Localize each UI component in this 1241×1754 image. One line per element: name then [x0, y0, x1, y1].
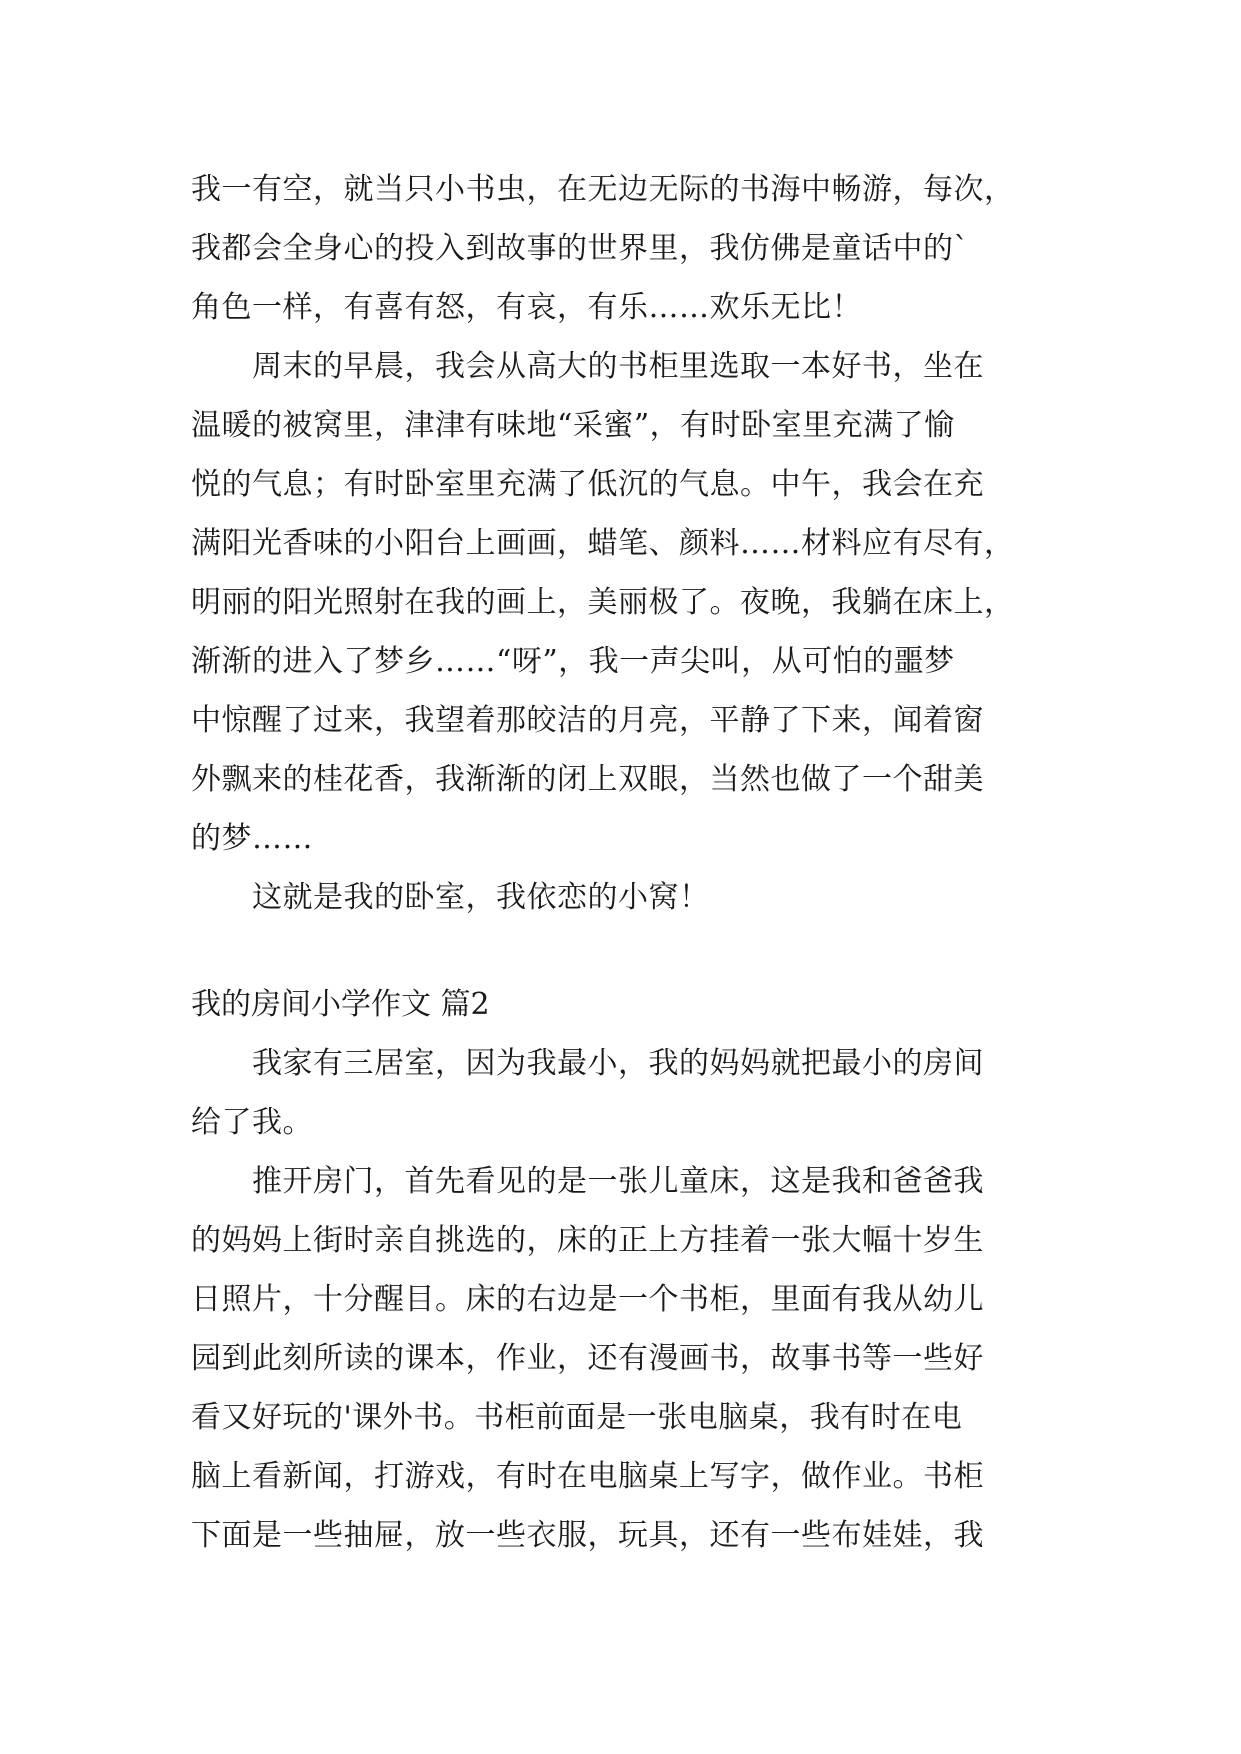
- text-line: 的妈妈上街时亲自挑选的，床的正上方挂着一张大幅十岁生: [191, 1223, 984, 1258]
- text-line: 角色一样，有喜有怒，有哀，有乐……欢乐无比！: [191, 290, 862, 325]
- text-line: 明丽的阳光照射在我的画上，美丽极了。夜晚，我躺在床上，: [191, 585, 1015, 620]
- essay-section-1: [191, 160, 1051, 927]
- text-line: 下面是一些抽屉，放一些衣服，玩具，还有一些布娃娃，我: [191, 1518, 984, 1553]
- text-line: 我一有空，就当只小书虫，在无边无际的书海中畅游，每次，: [191, 172, 1015, 207]
- text-line: 我都会全身心的投入到故事的世界里，我仿佛是童话中的`: [191, 231, 969, 266]
- text-line: 周末的早晨，我会从高大的书柜里选取一本好书，坐在: [191, 349, 984, 384]
- text-line: 推开房门，首先看见的是一张儿童床，这是我和爸爸我: [191, 1164, 984, 1199]
- text-line: 脑上看新闻，打游戏，有时在电脑桌上写字，做作业。书柜: [191, 1459, 984, 1494]
- essay-section-2: [191, 1034, 1051, 1565]
- text-line: 日照片，十分醒目。床的右边是一个书柜，里面有我从幼儿: [191, 1282, 984, 1317]
- text-line: 中惊醒了过来，我望着那皎洁的月亮，平静了下来，闻着窗: [191, 703, 984, 738]
- text-line: 我家有三居室，因为我最小，我的妈妈就把最小的房间: [191, 1046, 984, 1081]
- text-line: 温暖的被窝里，津津有味地“采蜜”，有时卧室里充满了愉: [191, 408, 955, 443]
- text-line: 这就是我的卧室，我依恋的小窝！: [191, 880, 710, 915]
- text-line: 的梦……: [191, 821, 313, 856]
- text-line: 看又好玩的'课外书。书柜前面是一张电脑桌，我有时在电: [191, 1400, 963, 1435]
- text-line: 满阳光香味的小阳台上画画，蜡笔、颜料……材料应有尽有，: [191, 526, 1015, 561]
- text-line: 给了我。: [191, 1105, 313, 1140]
- text-line: 悦的气息；有时卧室里充满了低沉的气息。中午，我会在充: [191, 467, 984, 502]
- section-heading: 我的房间小学作文 篇2: [191, 987, 490, 1022]
- text-line: 外飘来的桂花香，我渐渐的闭上双眼，当然也做了一个甜美: [191, 762, 984, 797]
- text-line: 渐渐的进入了梦乡……“呀”，我一声尖叫，从可怕的噩梦: [191, 644, 955, 679]
- text-line: 园到此刻所读的课本，作业，还有漫画书，故事书等一些好: [191, 1341, 984, 1376]
